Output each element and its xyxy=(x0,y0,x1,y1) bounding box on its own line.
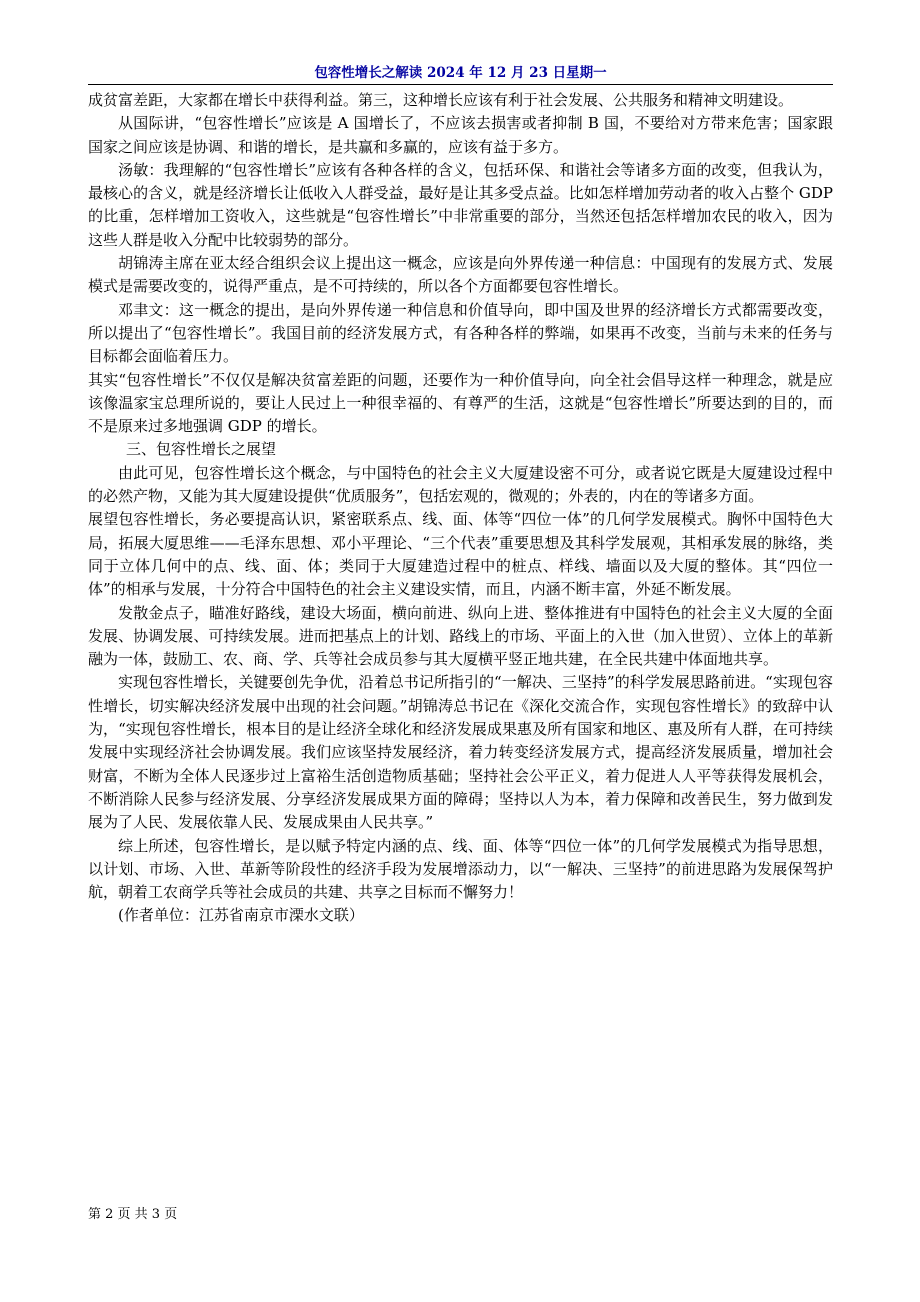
paragraph: 汤敏：我理解的“包容性增长”应该有各种各样的含义，包括环保、和谐社会等诸多方面的改变，但我认为，最核心的含义，就是经济增长让低收入人群受益，最好是让其多受点益。比如怎样增加劳动者的收入占整个 GDP 的比重，怎样增加工资收入，这些就是“包容性增长”中非常重要的部分，当然还包括怎样增加农民的收入，因为这些人群是收入分配中比较弱势的部分。 xyxy=(88,160,833,249)
document-body xyxy=(88,89,833,928)
paragraph: 展望包容性增长，务必要提高认识，紧密联系点、线、面、体等“四位一体”的几何学发展模式。胸怀中国特色大局，拓展大厦思维——毛泽东思想、邓小平理论、“三个代表”重要思想及其科学发展观，其相承发展的脉络，类同于立体几何中的点、线、面、体；类同于大厦建造过程中的桩点、样线、墙面以及大厦的整体。其“四位一体”的相承与发展，十分符合中国特色的社会主义建设实情，而且，内涵不断丰富，外延不断发展。 xyxy=(88,510,833,599)
paragraph: 其实“包容性增长”不仅仅是解决贫富差距的问题，还要作为一种价值导向，向全社会倡导这样一种理念，就是应该像温家宝总理所说的，要让人民过上一种很幸福的、有尊严的生活，这就是“包容性增长”所要达到的目的，而不是原来过多地强调 GDP 的增长。 xyxy=(88,370,833,436)
paragraph: 实现包容性增长，关键要创先争优，沿着总书记所指引的“一解决、三坚持”的科学发展思路前进。“实现包容性增长，切实解决经济发展中出现的社会问题。”胡锦涛总书记在《深化交流合作，实现包容性增长》的致辞中认为，“实现包容性增长，根本目的是让经济全球化和经济发展成果惠及所有国家和地区、惠及所有人群，在可持续发展中实现经济社会协调发展。我们应该坚持发展经济，着力转变经济发展方式，提高经济发展质量，增加社会财富，不断为全体人民逐步过上富裕生活创造物质基础；坚持社会公平正义，着力促进人人平等获得发展机会，不断消除人民参与经济发展、分享经济发展成果方面的障碍；坚持以人为本，着力保障和改善民生，努力做到发展为了人民、发展依靠人民、发展成果由人民共享。” xyxy=(88,673,833,832)
paragraph: 发散金点子，瞄准好路线，建设大场面，横向前进、纵向上进、整体推进有中国特色的社会主义大厦的全面发展、协调发展、可持续发展。进而把基点上的计划、路线上的市场、平面上的入世（加入世贸）、立体上的革新融为一体，鼓励工、农、商、学、兵等社会成员参与其大厦横平竖正地共建，在全民共建中体面地共享。 xyxy=(88,603,833,669)
header-divider xyxy=(88,84,833,85)
paragraph: 由此可见，包容性增长这个概念，与中国特色的社会主义大厦建设密不可分，或者说它既是大厦建设过程中的必然产物，又能为其大厦建设提供“优质服务”，包括宏观的，微观的；外表的，内在的等诸多方面。 xyxy=(88,463,833,506)
paragraph: 成贫富差距，大家都在增长中获得利益。第三，这种增长应该有利于社会发展、公共服务和精神文明建设。 xyxy=(88,91,794,109)
page-number: 第 2 页 共 3 页 xyxy=(88,1207,178,1222)
page-header-title: 包容性增长之解读 2024 年 12 月 23 日星期一 xyxy=(314,65,607,81)
paragraph: 胡锦涛主席在亚太经合组织会议上提出这一概念，应该是向外界传递一种信息：中国现有的发展方式、发展模式是需要改变的，说得严重点，是不可持续的，所以各个方面都要包容性增长。 xyxy=(88,254,833,296)
paragraph: 邓聿文：这一概念的提出，是向外界传递一种信息和价值导向，即中国及世界的经济增长方式都需要改变，所以提出了“包容性增长”。我国目前的经济发展方式，有各种各样的弊端，如果再不改变，当前与未来的任务与目标都会面临着压力。 xyxy=(88,300,833,366)
section-heading: 三、包容性增长之展望 xyxy=(126,440,277,459)
paragraph: 综上所述，包容性增长，是以赋予特定内涵的点、线、面、体等“四位一体”的几何学发展模式为指导思想，以计划、市场、入世、革新等阶段性的经济手段为发展增添动力，以“一解决、三坚持”的前进思路为发展保驾护航，朝着工农商学兵等社会成员的共建、共享之目标而不懈努力！ xyxy=(88,836,833,902)
paragraph: 从国际讲，“包容性增长”应该是 A 国增长了，不应该去损害或者抑制 B 国，不要给对方带来危害；国家跟国家之间应该是协调、和谐的增长，是共赢和多赢的，应该有益于多方。 xyxy=(88,114,833,156)
author-affiliation: (作者单位：江苏省南京市溧水文联） xyxy=(118,906,364,925)
